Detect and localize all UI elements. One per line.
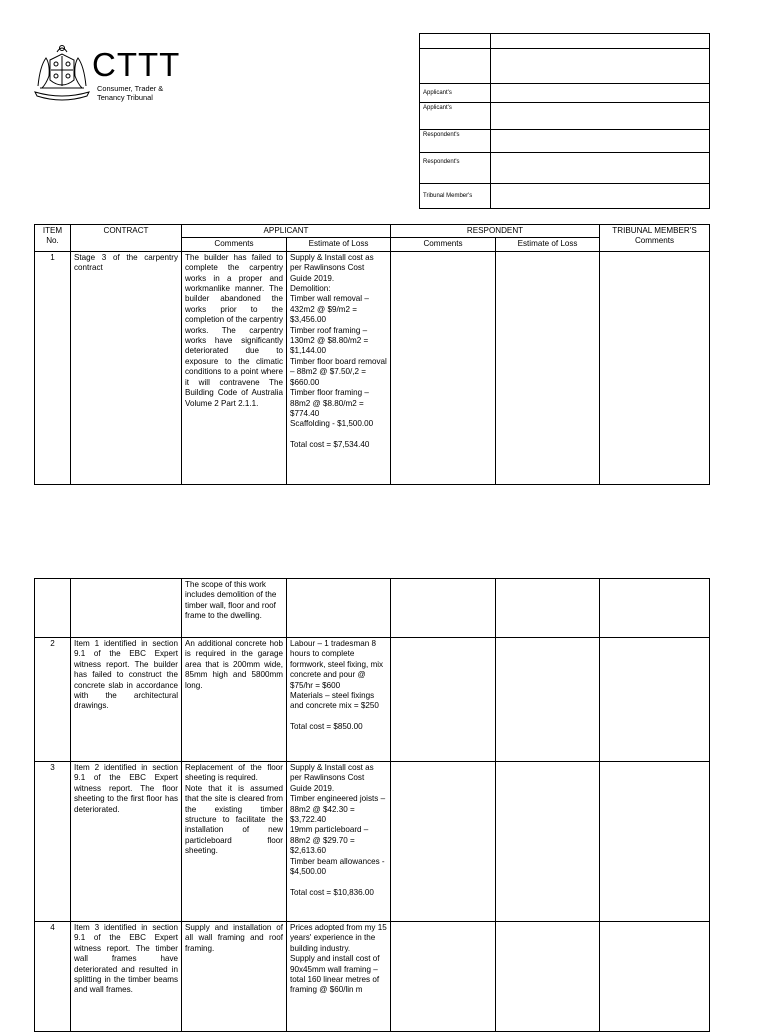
- header-applicant-comments: Comments: [182, 238, 287, 251]
- info-label: Applicant's: [420, 103, 491, 130]
- row-applicant-comments: An additional concrete hob is required in the garage area that is 200mm wide, 85mm high and 5800mm long.: [182, 638, 287, 762]
- info-row: [420, 153, 710, 184]
- row-item: 1: [35, 251, 71, 484]
- row-item: 2: [35, 638, 71, 762]
- row-tribunal-comments[interactable]: [600, 762, 710, 922]
- row-respondent-estimate[interactable]: [496, 922, 600, 1032]
- row-applicant-estimate: Supply & Install cost as per Rawlinsons Cost Guide 2019. Demolition: Timber wall removal – 432m2 @ $9/m2 = $3,456.00 Timber roof framing – 130m2 @ $8.80/m2 = $1,144.00 Timber floor board removal – 88m2 @ $7.50/,2 = $660.00 Timber floor framing – 88m2 @ $8.80/m2 = $774.40 Scaffolding - $1,500.00 Total cost = $7,534.40: [287, 251, 391, 484]
- info-row: [420, 130, 710, 153]
- table-row: [35, 251, 710, 484]
- row-respondent-estimate[interactable]: [496, 762, 600, 922]
- info-value[interactable]: [491, 103, 710, 130]
- row-contract: Item 3 identified in section 9.1 of the EBC Expert witness report. The timber wall frames have deteriorated and resulted in splitting in the timber beams and wall frames.: [71, 922, 182, 1032]
- row-applicant-comments: The builder has failed to complete the carpentry works in a proper and workmanlike manner. The builder abandoned the works prior to the completion of the carpentry works. The carpentry works have significantly deteriorated due to exposure to the climatic conditions to a point where it will contravene The Building Code of Australia Volume 2 Part 2.1.1.: [182, 251, 287, 484]
- row-respondent-estimate[interactable]: [496, 251, 600, 484]
- row-applicant-estimate: Prices adopted from my 15 years' experience in the building industry. Supply and install cost of 90x45mm wall framing – total 160 linear metres of framing @ $60/lin m: [287, 922, 391, 1032]
- row-respondent-comments[interactable]: [391, 251, 496, 484]
- row-respondent-comments[interactable]: [391, 762, 496, 922]
- info-label: Applicant's: [420, 84, 491, 103]
- row-tribunal-comments[interactable]: [600, 579, 710, 638]
- info-row: [420, 184, 710, 209]
- header-applicant: APPLICANT: [182, 225, 391, 238]
- logo-subtitle-line1: Consumer, Trader &: [97, 84, 164, 93]
- cttt-logo: [32, 42, 212, 104]
- row-contract: [71, 579, 182, 638]
- row-respondent-estimate[interactable]: [496, 638, 600, 762]
- header-respondent-estimate: Estimate of Loss: [496, 238, 600, 251]
- row-applicant-comments: Supply and installation of all wall framing and roof framing.: [182, 922, 287, 1032]
- row-applicant-comments: Replacement of the floor sheeting is required. Note that it is assumed that the site is cleared from the existing timber structure to facilitate the installation of new particleboard floor sheeting.: [182, 762, 287, 922]
- case-info-table: [419, 33, 710, 209]
- row-tribunal-comments[interactable]: [600, 922, 710, 1032]
- row-tribunal-comments[interactable]: [600, 638, 710, 762]
- row-item: 3: [35, 762, 71, 922]
- coat-of-arms-icon: [32, 42, 92, 104]
- info-label: Respondent's: [420, 153, 491, 184]
- info-value[interactable]: [491, 49, 710, 84]
- header-contract: CONTRACT: [71, 225, 182, 252]
- info-label: Respondent's: [420, 130, 491, 153]
- info-row: [420, 49, 710, 84]
- row-contract: Item 2 identified in section 9.1 of the EBC Expert witness report. The floor sheeting to the first floor has deteriorated.: [71, 762, 182, 922]
- row-respondent-comments[interactable]: [391, 922, 496, 1032]
- info-value[interactable]: [491, 34, 710, 49]
- logo-subtitle: [97, 84, 163, 102]
- info-row: [420, 34, 710, 49]
- info-label: [420, 34, 491, 49]
- row-respondent-comments[interactable]: [391, 638, 496, 762]
- row-contract: Stage 3 of the carpentry contract: [71, 251, 182, 484]
- info-value[interactable]: [491, 84, 710, 103]
- row-applicant-estimate: [287, 579, 391, 638]
- row-item: [35, 579, 71, 638]
- info-value[interactable]: [491, 184, 710, 209]
- header-respondent-comments: Comments: [391, 238, 496, 251]
- info-value[interactable]: [491, 153, 710, 184]
- row-respondent-comments[interactable]: [391, 579, 496, 638]
- logo-subtitle-line2: Tenancy Tribunal: [97, 93, 153, 102]
- table-row: [35, 762, 710, 922]
- header-respondent: RESPONDENT: [391, 225, 600, 238]
- header-row: [35, 225, 710, 238]
- row-respondent-estimate[interactable]: [496, 579, 600, 638]
- info-label: Tribunal Member's: [420, 184, 491, 209]
- table-row: [35, 579, 710, 638]
- row-tribunal-comments[interactable]: [600, 251, 710, 484]
- table-row: [35, 922, 710, 1032]
- table-row: [35, 638, 710, 762]
- scott-schedule-continuation-table: [34, 578, 710, 1032]
- scott-schedule-table: [34, 224, 710, 485]
- header-tribunal: TRIBUNAL MEMBER'S Comments: [600, 225, 710, 252]
- logo-wordmark: CTTT: [92, 46, 181, 83]
- row-contract: Item 1 identified in section 9.1 of the EBC Expert witness report. The builder has failed to construct the concrete slab in accordance with the architectural drawings.: [71, 638, 182, 762]
- row-item: 4: [35, 922, 71, 1032]
- row-applicant-estimate: Labour – 1 tradesman 8 hours to complete formwork, steel fixing, mix concrete and pour @ $75/hr = $600 Materials – steel fixings and concrete mix = $250 Total cost = $850.00: [287, 638, 391, 762]
- header-applicant-estimate: Estimate of Loss: [287, 238, 391, 251]
- info-row: [420, 103, 710, 130]
- info-row: [420, 84, 710, 103]
- header-item: ITEM No.: [35, 225, 71, 252]
- row-applicant-comments: The scope of this work includes demolition of the timber wall, floor and roof frame to the dwelling.: [182, 579, 287, 638]
- info-label: [420, 49, 491, 84]
- info-value[interactable]: [491, 130, 710, 153]
- row-applicant-estimate: Supply & Install cost as per Rawlinsons Cost Guide 2019. Timber engineered joists – 88m2 @ $42.30 = $3,722.40 19mm particleboard – 88m2 @ $29.70 = $2,613.60 Timber beam allowances - $4,500.00 Total cost = $10,836.00: [287, 762, 391, 922]
